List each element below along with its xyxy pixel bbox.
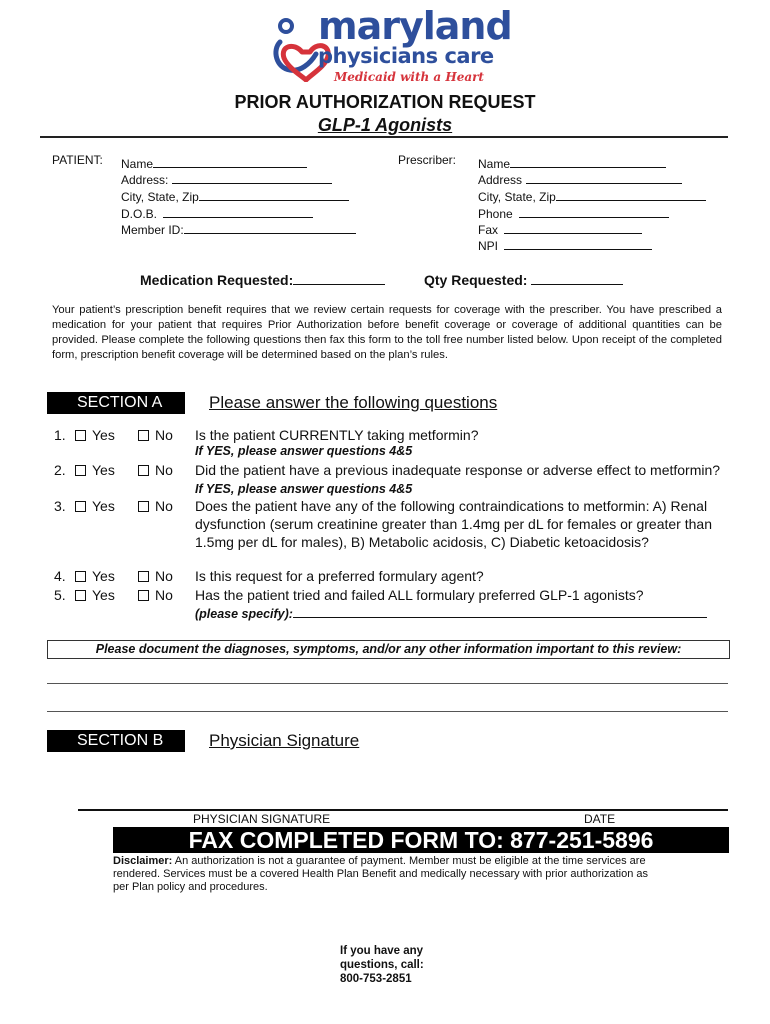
question-3-no-checkbox[interactable] [138,497,173,515]
prescriber-phone-label: Phone [478,207,513,221]
prescriber-address-field[interactable] [478,171,682,188]
disclaimer [113,855,653,894]
patient-member-id-label: Member ID: [121,223,184,237]
question-5-specify-field[interactable] [195,604,707,623]
contact-phone: 800-753-2851 [340,973,412,985]
question-2-no-checkbox[interactable] [138,461,173,479]
qty-requested-label: Qty Requested: [424,272,528,288]
checkbox-icon [75,430,86,441]
section-b-label: SECTION B [47,730,185,752]
question-4-yes-checkbox[interactable] [75,567,115,585]
document-line-2[interactable] [47,711,728,712]
prescriber-label: Prescriber: [398,153,457,167]
date-label: DATE [584,812,616,826]
question-3-no-label: No [155,498,173,514]
question-2-yes-label: Yes [92,462,115,478]
question-5-yes-label: Yes [92,587,115,603]
question-4-no-label: No [155,568,173,584]
checkbox-icon [138,571,149,582]
form-subtitle [0,115,770,136]
contact-line-2: questions, call: [340,959,424,971]
question-1-note: If YES, please answer questions 4&5 [195,444,413,458]
question-4-text: Is this request for a preferred formulary agent? [195,568,484,584]
checkbox-icon [138,590,149,601]
question-5-text: Has the patient tried and failed ALL formulary preferred GLP-1 agonists? [195,587,644,603]
physician-signature-label: PHYSICIAN SIGNATURE [193,812,331,826]
title-divider [40,136,728,138]
question-5-note: (please specify): [195,607,293,621]
section-a-heading: Please answer the following questions [209,393,498,412]
contact-line-1: If you have any [340,945,424,957]
patient-name-field[interactable] [121,155,307,172]
question-2-text [195,461,725,498]
patient-name-label: Name [121,157,154,171]
prescriber-address-label: Address [478,173,523,187]
question-3-number: 3. [54,498,66,514]
prescriber-fax-field[interactable] [478,221,642,238]
medication-requested-field[interactable] [140,270,385,288]
question-5-number: 5. [54,587,66,603]
fax-banner: FAX COMPLETED FORM TO: 877-251-5896 [113,827,729,853]
checkbox-icon [75,590,86,601]
logo-tagline: Medicaid with a Heart [334,70,484,84]
disclaimer-text: An authorization is not a guarantee of payment. Member must be eligible at the time services are rendered. Services must be a covered Health Plan Benefit and medically necessary with prior authorization as per Plan policy and procedures. [113,855,648,893]
checkbox-icon [75,465,86,476]
question-2-number: 2. [54,462,66,478]
question-1-text: Is the patient CURRENTLY taking metformin? [195,427,479,443]
question-4-number: 4. [54,568,66,584]
question-4-yes-label: Yes [92,568,115,584]
section-a-label: SECTION A [47,392,185,414]
patient-city-label: City, State, Zip [121,190,199,204]
patient-address-field[interactable] [121,171,332,188]
question-2-no-label: No [155,462,173,478]
question-1-number: 1. [54,427,66,443]
question-1-yes-checkbox[interactable] [75,426,115,444]
question-2-note: If YES, please answer questions 4&5 [195,482,413,496]
qty-requested-field[interactable] [424,270,623,288]
question-1-no-label: No [155,427,173,443]
disclaimer-label: Disclaimer: [113,855,173,867]
checkbox-icon [75,571,86,582]
question-5-no-checkbox[interactable] [138,586,173,604]
prescriber-city-label: City, State, Zip [478,190,556,204]
form-title: PRIOR AUTHORIZATION REQUEST [234,92,536,112]
contact-info [340,944,460,986]
form-subtitle-text: GLP-1 Agonists [317,115,453,135]
question-2-text-content: Did the patient have a previous inadequate response or adverse effect to metformin? [195,462,721,478]
question-4-no-checkbox[interactable] [138,567,173,585]
checkbox-icon [138,465,149,476]
question-3-yes-label: Yes [92,498,115,514]
prescriber-name-label: Name [478,157,511,171]
prescriber-name-field[interactable] [478,155,666,172]
patient-dob-label: D.O.B. [121,207,158,221]
prescriber-npi-label: NPI [478,239,499,253]
prescriber-phone-field[interactable] [478,205,669,222]
medication-requested-label: Medication Requested: [140,272,294,288]
patient-dob-field[interactable] [121,205,313,222]
intro-paragraph: Your patient’s prescription benefit requires that we review certain requests for coverage with the prescriber. You have prescribed a medication for your patient that requires Prior Authorization before benefit coverage or coverage of additional quantities can be provided. Please complete the following questions then fax this form to the toll free number listed below. Upon receipt of the completed form, prescription benefit coverage will be determined based on the plan’s rules. [52,304,722,361]
question-3-text: Does the patient have any of the following contraindications to metformin: A) Renal dysfunction (serum creatinine greater than 1.4mg per dL for females or greater than 1.5mg per dL for males), B) Metabolic acidosis, C) Diabetic ketoacidosis? [195,498,712,550]
patient-city-field[interactable] [121,188,349,205]
patient-address-label: Address: [121,173,169,187]
signature-line[interactable] [78,809,728,811]
document-line-1[interactable] [47,683,728,684]
document-prompt: Please document the diagnoses, symptoms, and/or any other information important to this review: [47,640,730,659]
question-3-yes-checkbox[interactable] [75,497,115,515]
question-2-yes-checkbox[interactable] [75,461,115,479]
prescriber-fax-label: Fax [478,223,499,237]
logo-word-physicians-care: physicians care [318,44,494,68]
question-5-no-label: No [155,587,173,603]
patient-member-id-field[interactable] [121,221,356,238]
logo-word-maryland: maryland [318,4,512,48]
checkbox-icon [138,430,149,441]
question-1-no-checkbox[interactable] [138,426,173,444]
checkbox-icon [138,501,149,512]
patient-label: PATIENT: [52,153,103,167]
question-1-yes-label: Yes [92,427,115,443]
checkbox-icon [75,501,86,512]
section-b-heading: Physician Signature [209,731,360,750]
prescriber-city-field[interactable] [478,188,706,205]
question-5-yes-checkbox[interactable] [75,586,115,604]
prescriber-npi-field[interactable] [478,237,652,254]
